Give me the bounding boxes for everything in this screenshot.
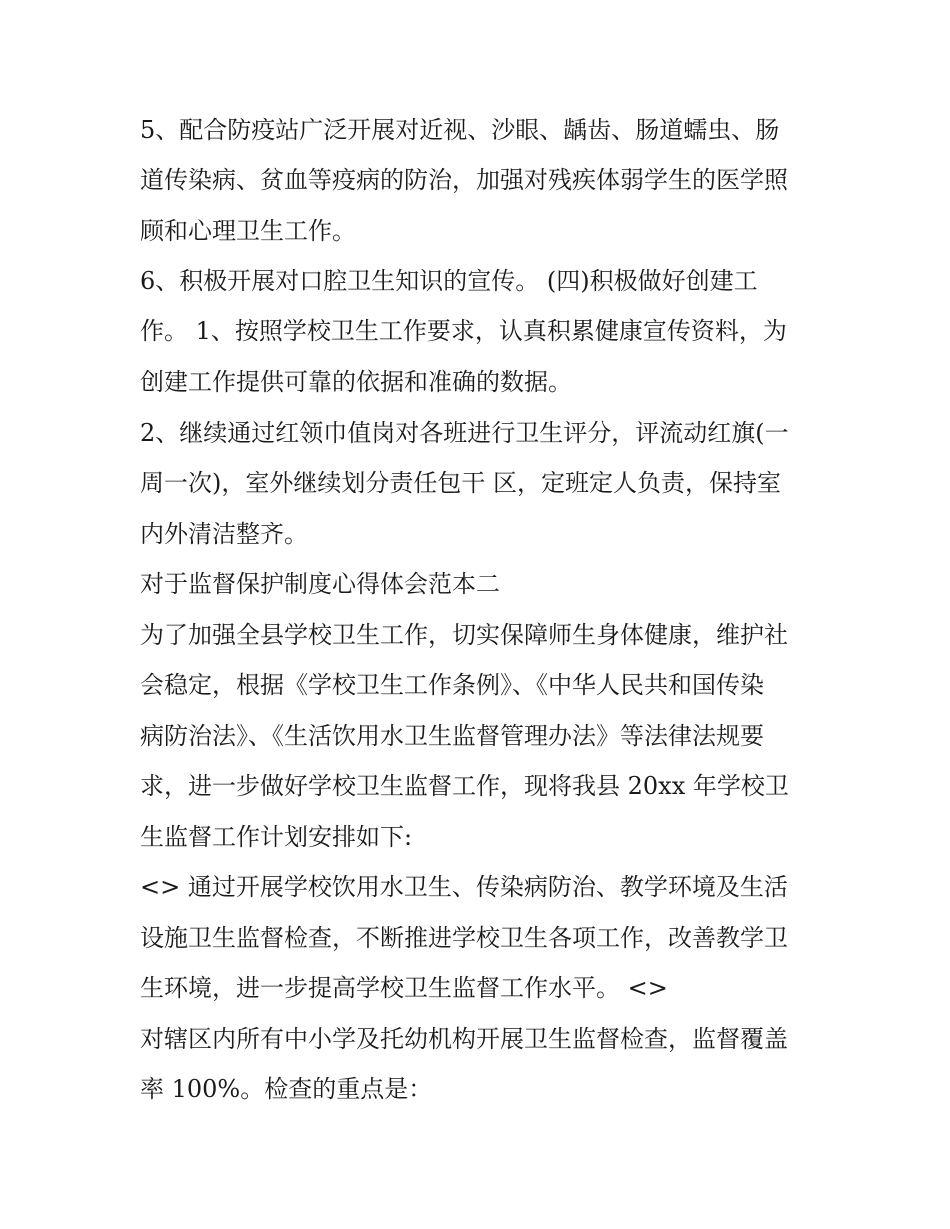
- text-line-18: 生环境，进一步提高学校卫生监督工作水平。 <>: [140, 974, 668, 1002]
- text-line-12: 会稳定，根据《学校卫生工作条例》、《中华人民共和国传染: [140, 671, 764, 699]
- text-line-17: 设施卫生监督检查，不断推进学校卫生各项工作，改善教学卫: [140, 924, 788, 952]
- text-line-16: <> 通过开展学校饮用水卫生、传染病防治、教学环境及生活: [140, 873, 788, 901]
- text-line-19: 对辖区内所有中小学及托幼机构开展卫生监督检查，监督覆盖: [140, 1025, 788, 1053]
- text-line-8: 周一次)，室外继续划分责任包干 区，定班定人负责，保持室: [140, 469, 781, 497]
- text-line-4: 6、积极开展对口腔卫生知识的宣传。 (四)积极做好创建工: [140, 267, 758, 295]
- text-line-5: 作。 1、按照学校卫生工作要求，认真积累健康宣传资料，为: [140, 317, 787, 345]
- text-line-1: 5、配合防疫站广泛开展对近视、沙眼、龋齿、肠道蠕虫、肠: [140, 116, 780, 144]
- text-line-9: 内外清洁整齐。: [140, 520, 308, 548]
- text-line-2: 道传染病、贫血等疫病的防治，加强对残疾体弱学生的医学照: [140, 166, 788, 194]
- text-line-11: 为了加强全县学校卫生工作，切实保障师生身体健康，维护社: [140, 621, 788, 649]
- text-line-7: 2、继续通过红领巾值岗对各班进行卫生评分，评流动红旗(一: [140, 419, 789, 447]
- text-line-3: 顾和心理卫生工作。: [140, 217, 356, 245]
- section-heading: 对于监督保护制度心得体会范本二: [140, 570, 500, 598]
- text-line-13: 病防治法》、《生活饮用水卫生监督管理办法》等法律法规要: [140, 722, 764, 750]
- text-line-20: 率 100%。检查的重点是：: [140, 1075, 433, 1103]
- text-line-6: 创建工作提供可靠的依据和准确的数据。: [140, 368, 572, 396]
- text-line-14: 求，进一步做好学校卫生监督工作，现将我县 20xx 年学校卫: [140, 772, 789, 800]
- text-line-15: 生监督工作计划安排如下:: [140, 823, 413, 851]
